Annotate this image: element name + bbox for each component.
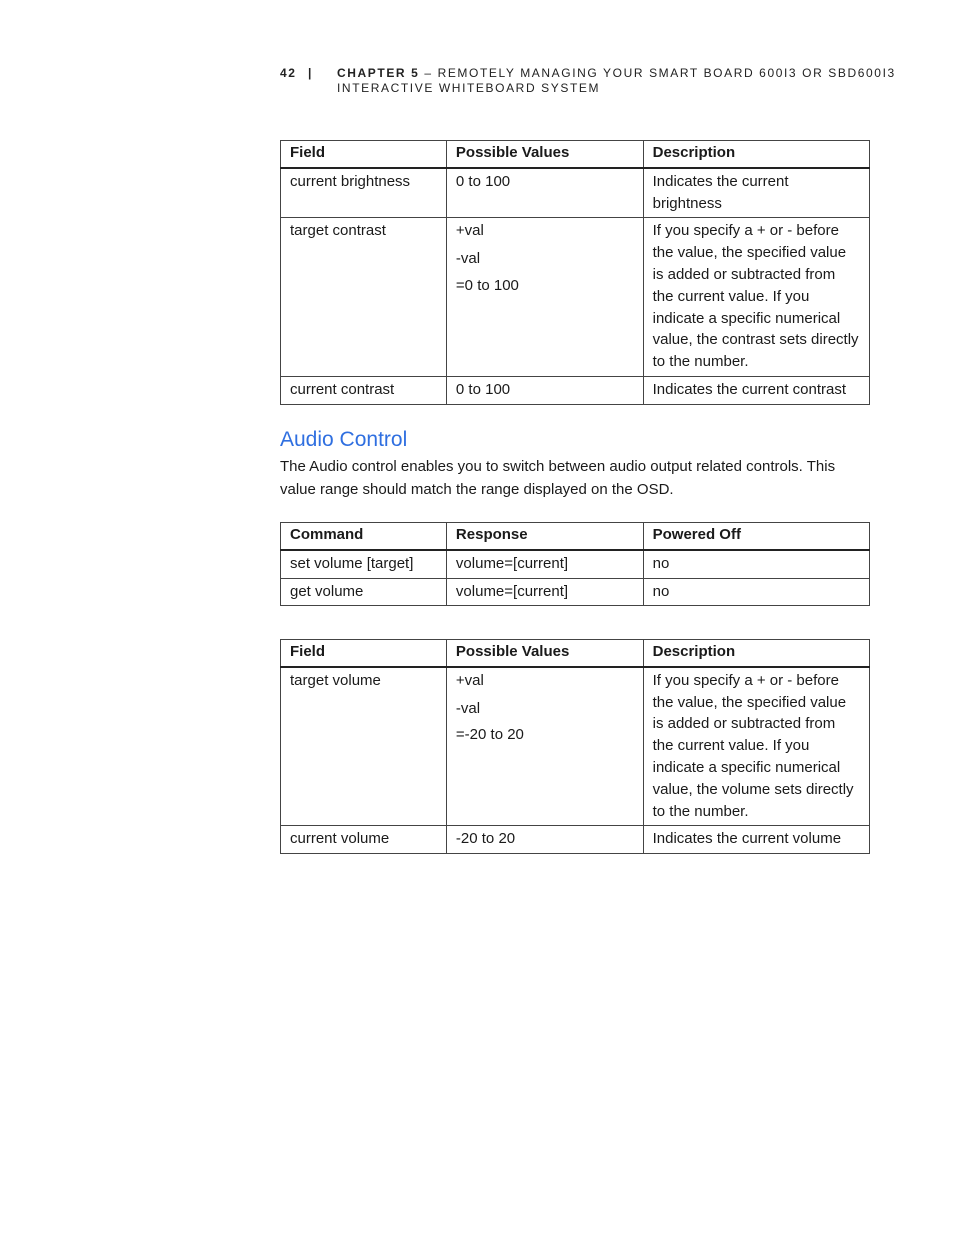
table-row (281, 218, 870, 377)
contrast-field-table (280, 140, 870, 405)
header-separator: | (308, 66, 313, 80)
command-cell: get volume (281, 578, 447, 606)
page-number: 42 (280, 66, 297, 80)
column-header: Field (281, 640, 447, 667)
value-line: =-20 to 20 (455, 726, 524, 744)
table-header-row (281, 141, 870, 168)
table-row (281, 826, 870, 854)
column-header: Description (643, 141, 869, 168)
table-row (281, 168, 870, 218)
values-cell: 0 to 100 (446, 376, 643, 404)
powered-off-cell: no (643, 550, 869, 578)
values-cell (446, 667, 643, 826)
command-cell: set volume [target] (281, 550, 447, 578)
table-header-row (281, 640, 870, 667)
response-cell: volume=[current] (446, 550, 643, 578)
description-cell: If you specify a + or - before the value, the specified value is added or subtracted from the current value. If you indicate a specific numerical value, the volume sets directly to the number. (643, 667, 869, 826)
table-row (281, 376, 870, 404)
powered-off-cell: no (643, 578, 869, 606)
volume-field-table (280, 639, 870, 854)
value-line: =0 to 100 (455, 276, 519, 294)
value-line: +val (455, 222, 484, 240)
column-header: Field (281, 141, 447, 168)
column-header: Description (643, 640, 869, 667)
values-cell: -20 to 20 (446, 826, 643, 854)
values-cell: 0 to 100 (446, 168, 643, 218)
field-cell: target contrast (281, 218, 447, 377)
table-row (281, 550, 870, 578)
column-header: Response (446, 523, 643, 550)
column-header: Possible Values (446, 640, 643, 667)
field-cell: current volume (281, 826, 447, 854)
description-cell: Indicates the current contrast (643, 376, 869, 404)
volume-command-table (280, 522, 870, 606)
field-cell: current brightness (281, 168, 447, 218)
description-cell: Indicates the current brightness (643, 168, 869, 218)
chapter-heading (337, 66, 897, 96)
value-line: -val (455, 699, 481, 717)
table-row (281, 578, 870, 606)
table-header-row (281, 523, 870, 550)
response-cell: volume=[current] (446, 578, 643, 606)
value-line: -val (455, 250, 481, 268)
description-cell: If you specify a + or - before the value, the specified value is added or subtracted from the current value. If you indicate a specific numerical value, the contrast sets directly to the number. (643, 218, 869, 377)
value-line: +val (455, 671, 484, 689)
field-cell: target volume (281, 667, 447, 826)
column-header: Command (281, 523, 447, 550)
field-cell: current contrast (281, 376, 447, 404)
column-header: Powered Off (643, 523, 869, 550)
table-row (281, 667, 870, 826)
section-title: Audio Control (280, 428, 408, 451)
chapter-title: – REMOTELY MANAGING YOUR SMART BOARD 600I3 OR SBD600I3 INTERACTIVE WHITEBOARD SYSTEM (337, 66, 896, 95)
column-header: Possible Values (446, 141, 643, 168)
values-cell (446, 218, 643, 377)
chapter-label: CHAPTER 5 (337, 66, 420, 80)
section-body: The Audio control enables you to switch between audio output related controls. This value range should match the range displayed on the OSD. (280, 458, 836, 498)
description-cell: Indicates the current volume (643, 826, 869, 854)
